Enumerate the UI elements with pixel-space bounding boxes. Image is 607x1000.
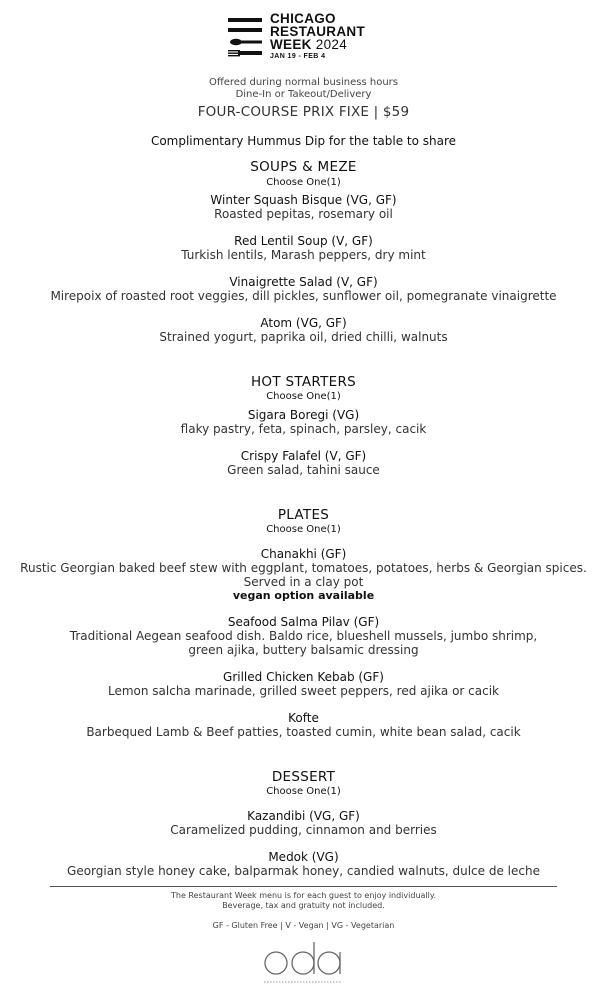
section-title-starters: HOT STARTERS	[250, 374, 357, 390]
menu-item-name: Crispy Falafel (V, GF)	[240, 449, 367, 463]
menu-item-description: Served in a clay pot	[243, 575, 364, 589]
menu-item-name: Grilled Chicken Kebab (GF)	[223, 670, 384, 684]
section-choose-plates: Choose One(1)	[266, 524, 341, 535]
section-title-soups: SOUPS & MEZE	[250, 159, 357, 175]
logo-year: 2024	[315, 37, 347, 52]
menu-item-description: Lemon salcha marinade, grilled sweet peppers, red ajika or cacik	[107, 684, 499, 698]
menu-item-description: Green salad, tahini sauce	[227, 463, 380, 477]
menu-item-name: Kazandibi (VG, GF)	[247, 809, 360, 823]
section-choose-dessert: Choose One(1)	[266, 786, 341, 797]
menu-item-name: Winter Squash Bisque (VG, GF)	[210, 193, 397, 207]
logo-line-chicago: CHICAGO	[270, 11, 336, 26]
menu-item-name: Vinaigrette Salad (V, GF)	[229, 275, 378, 289]
menu-item-description: Rustic Georgian baked beef stew with eggplant, tomatoes, potatoes, herbs & Georgian spices.	[20, 561, 587, 575]
logo-dates: JAN 19 - FEB 4	[270, 53, 326, 60]
footer-divider	[50, 886, 557, 887]
menu-item-description: Traditional Aegean seafood dish. Baldo rice, blueshell mussels, jumbo shrimp,	[69, 629, 538, 643]
menu-item-name: Medok (VG)	[268, 850, 339, 864]
dietary-legend: GF - Gluten Free | V - Vegan | VG - Vegetarian	[212, 921, 395, 930]
chicago-restaurant-week-logo	[228, 12, 408, 66]
section-title-plates: PLATES	[277, 507, 330, 523]
menu-item-description: Caramelized pudding, cinnamon and berries	[170, 823, 437, 837]
section-choose-soups: Choose One(1)	[266, 177, 341, 188]
logo-week: WEEK	[270, 37, 312, 52]
utensils-icon	[228, 14, 264, 60]
menu-item-description: Turkish lentils, Marash peppers, dry mint	[181, 248, 426, 262]
footer-note: Beverage, tax and gratuity not included.	[222, 901, 385, 910]
oda-logo	[262, 938, 344, 988]
menu-item-description: Strained yogurt, paprika oil, dried chilli, walnuts	[159, 330, 448, 344]
menu-item-note: vegan option available	[232, 589, 375, 602]
section-title-dessert: DESSERT	[271, 769, 336, 785]
menu-item-description: green ajika, buttery balsamic dressing	[188, 643, 419, 657]
logo-line-week	[270, 38, 365, 52]
menu-item-name: Seafood Salma Pilav (GF)	[227, 615, 380, 629]
hours-note: Offered during normal business hours	[208, 77, 399, 88]
section-choose-starters: Choose One(1)	[266, 391, 341, 402]
menu-item-description: Roasted pepitas, rosemary oil	[214, 207, 393, 221]
service-note: Dine-In or Takeout/Delivery	[235, 89, 372, 100]
menu-item-name: Sigara Boregi (VG)	[247, 408, 360, 422]
menu-item-name: Kofte	[288, 711, 319, 725]
menu-item-name: Red Lentil Soup (V, GF)	[234, 234, 373, 248]
footer-note: The Restaurant Week menu is for each guest to enjoy individually.	[171, 891, 436, 900]
menu-item-description: Mirepoix of roasted root veggies, dill pickles, sunflower oil, pomegranate vinaigrette	[50, 289, 557, 303]
menu-item-description: Georgian style honey cake, balparmak honey, candied walnuts, dulce de leche	[67, 864, 540, 878]
menu-item-description: Barbequed Lamb & Beef patties, toasted cumin, white bean salad, cacik	[86, 725, 521, 739]
logo-line-restaurant: RESTAURANT	[270, 24, 365, 39]
logo-wordmark	[270, 12, 365, 60]
menu-item-name: Atom (VG, GF)	[260, 316, 347, 330]
complimentary-note: Complimentary Hummus Dip for the table to share	[150, 134, 457, 148]
menu-item-name: Chanakhi (GF)	[260, 547, 347, 561]
menu-item-description: flaky pastry, feta, spinach, parsley, cacik	[180, 422, 427, 436]
prix-fixe-title: FOUR-COURSE PRIX FIXE | $59	[197, 104, 410, 120]
